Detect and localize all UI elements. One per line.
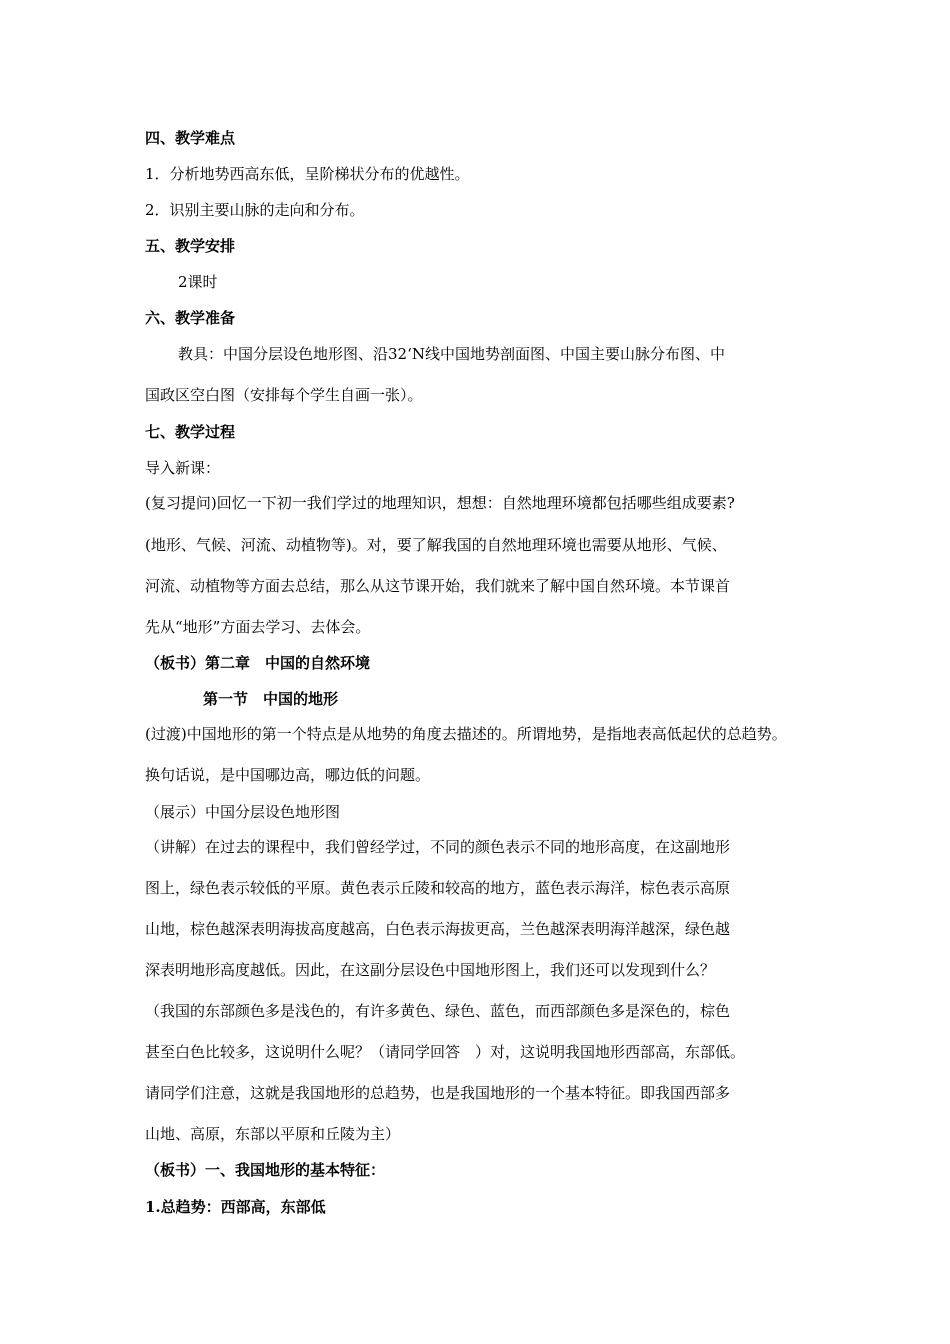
paragraph-line: 河流、动植物等方面去总结，那么从这节课开始，我们就来了解中国自然环境。本节课首 xyxy=(145,577,731,595)
paragraph-line: (复习提问)回忆一下初一我们学过的地理知识，想想：自然地理环境都包括哪些组成要素? xyxy=(145,494,735,512)
board-basic-features: （板书）一、我国地形的基本特征： xyxy=(145,1161,386,1179)
paragraph-line: 请同学们注意，这就是我国地形的总趋势，也是我国地形的一个基本特征。即我国西部多 xyxy=(145,1084,731,1102)
paragraph-line: (过渡)中国地形的第一个特点是从地势的角度去描述的。所谓地势，是指地表高低起伏的总趋势。 xyxy=(145,725,787,743)
paragraph-line: 甚至白色比较多，这说明什么呢？（请同学回答 ）对，这说明我国地形西部高，东部低。 xyxy=(145,1043,746,1061)
board-chapter-title: （板书）第二章 中国的自然环境 xyxy=(145,654,371,672)
heading-teaching-schedule: 五、教学安排 xyxy=(145,237,236,255)
heading-teaching-difficulties: 四、教学难点 xyxy=(145,129,236,147)
paragraph-line: 换句话说，是中国哪边高，哪边低的问题。 xyxy=(145,766,431,784)
paragraph-line: （我国的东部颜色多是浅色的，有许多黄色、绿色、蓝色，而西部颜色多是深色的，棕色 xyxy=(145,1002,731,1020)
difficulty-item-2: 2．识别主要山脉的走向和分布。 xyxy=(145,201,365,219)
paragraph-line: 山地，棕色越深表明海拔高度越高，白色表示海拔更高，兰色越深表明海洋越深，绿色越 xyxy=(145,920,731,938)
paragraph-line: (地形、气候、河流、动植物等)。对，要了解我国的自然地理环境也需要从地形、气候、 xyxy=(145,536,727,554)
heading-teaching-preparation: 六、教学准备 xyxy=(145,309,236,327)
paragraph-line: （讲解）在过去的课程中，我们曾经学过，不同的颜色表示不同的地形高度，在这副地形 xyxy=(145,838,731,856)
paragraph-line: 先从“地形”方面去学习、去体会。 xyxy=(145,618,371,636)
paragraph-line: 山地、高原，东部以平原和丘陵为主） xyxy=(145,1125,401,1143)
board-general-trend: 1.总趋势：西部高，东部低 xyxy=(145,1198,326,1216)
schedule-text: 2课时 xyxy=(178,273,218,291)
difficulty-item-1: 1．分析地势西高东低，呈阶梯状分布的优越性。 xyxy=(145,165,470,183)
preparation-text-line-2: 国政区空白图（安排每个学生自画一张）。 xyxy=(145,386,423,404)
paragraph-line: 深表明地形高度越低。因此，在这副分层设色中国地形图上，我们还可以发现到什么？ xyxy=(145,961,716,979)
intro-label: 导入新课： xyxy=(145,459,221,477)
paragraph-line: 图上，绿色表示较低的平原。黄色表示丘陵和较高的地方，蓝色表示海洋，棕色表示高原 xyxy=(145,879,731,897)
board-section-title: 第一节 中国的地形 xyxy=(203,690,339,708)
preparation-text-line-1: 教具：中国分层设色地形图、沿32‘N线中国地势剖面图、中国主要山脉分布图、中 xyxy=(178,345,725,363)
heading-teaching-process: 七、教学过程 xyxy=(145,423,236,441)
paragraph-line: （展示）中国分层设色地形图 xyxy=(145,803,341,821)
